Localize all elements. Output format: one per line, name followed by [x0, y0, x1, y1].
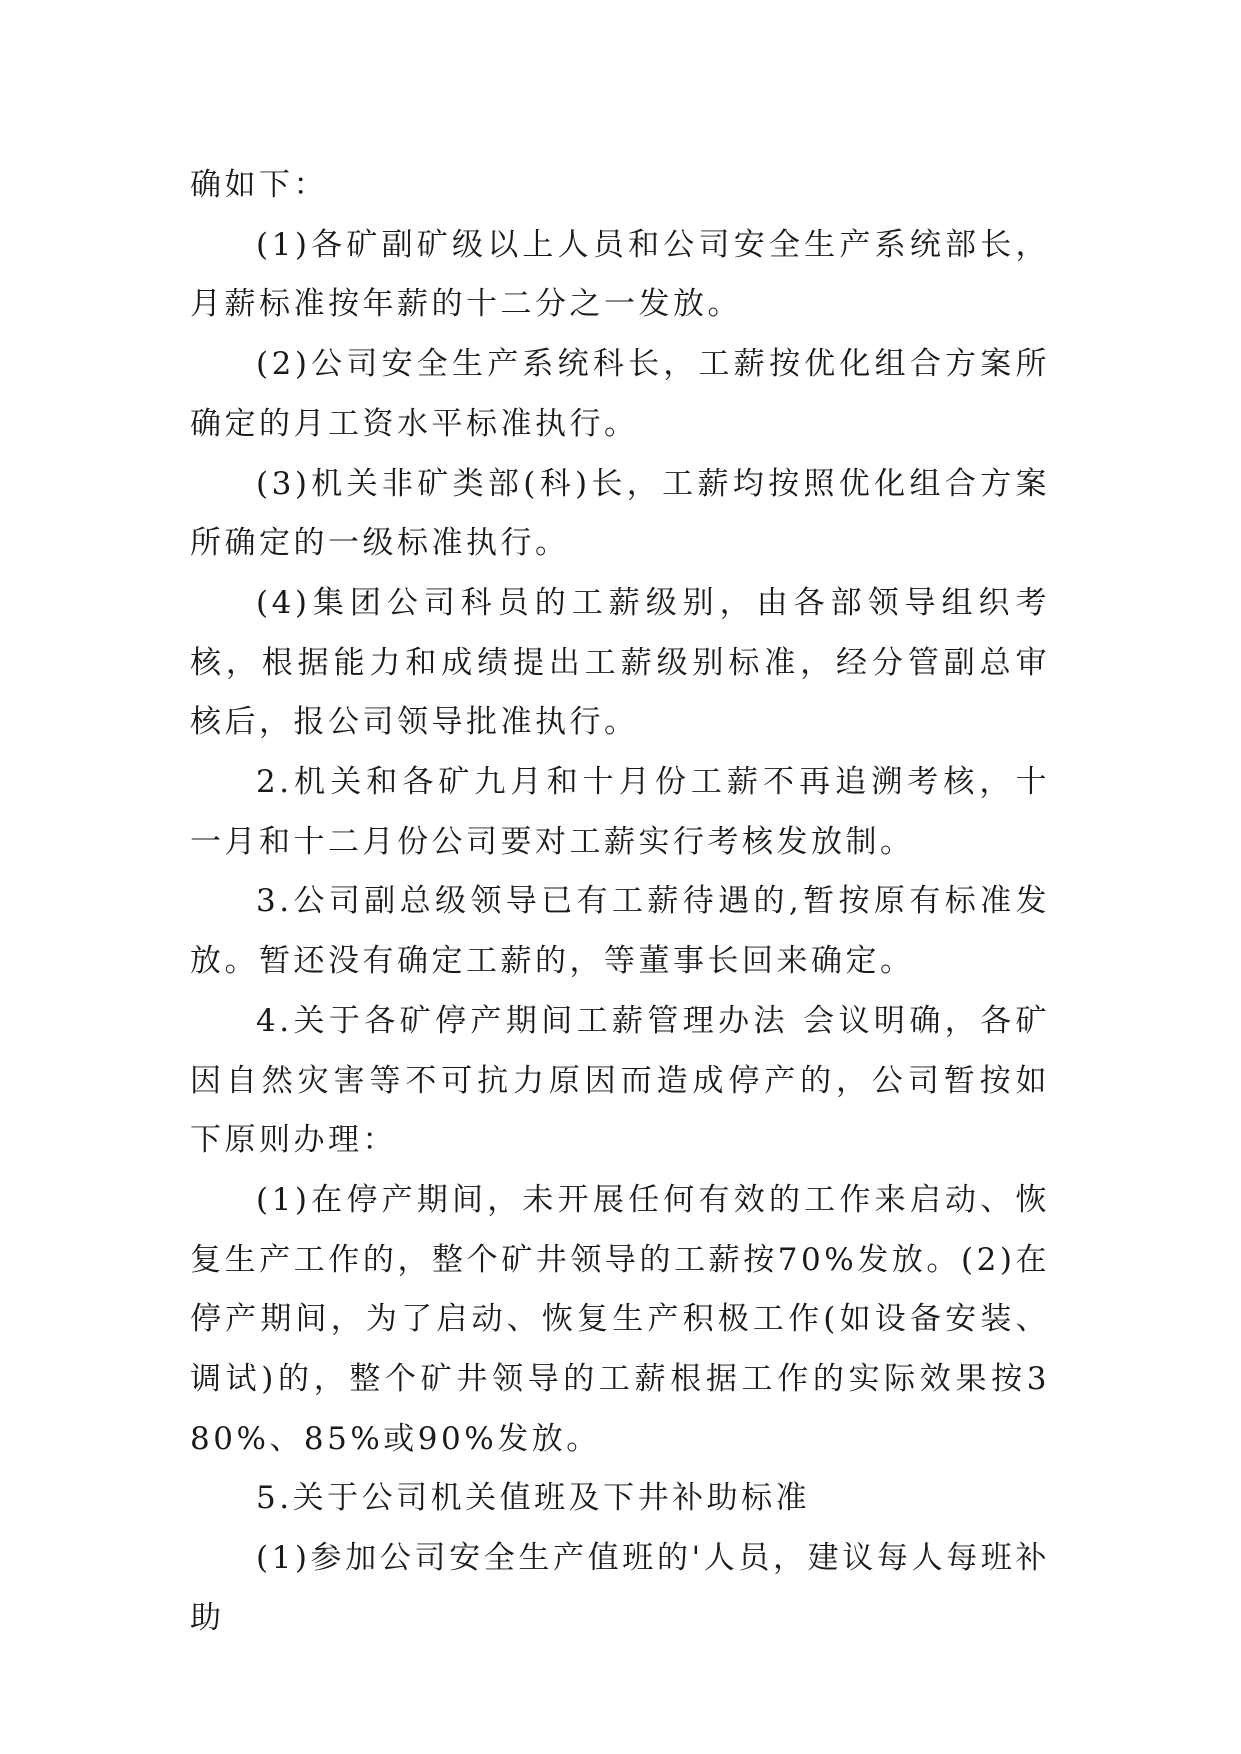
- paragraph-section-2: 2.机关和各矿九月和十月份工薪不再追溯考核，十一月和十二月份公司要对工薪实行考核发放制。: [190, 764, 1050, 860]
- paragraph-item-3: (3)机关非矿类部(科)长，工薪均按照优化组合方案所确定的一级标准执行。: [190, 465, 1050, 562]
- paragraph-section-4: 4.关于各矿停产期间工薪管理办法 会议明确，各矿因自然灾害等不可抗力原因而造成停产的，公司暂按如下原则办理：: [190, 1002, 1050, 1159]
- paragraph-section-5-item-1: (1)参加公司安全生产值班的'人员，建议每人每班补助: [190, 1540, 1050, 1636]
- paragraph-item-2: (2)公司安全生产系统科长，工薪按优化组合方案所确定的月工资水平标准执行。: [190, 346, 1050, 442]
- paragraph-intro: 确如下：: [190, 167, 328, 203]
- paragraph-item-1: (1)各矿副矿级以上人员和公司安全生产系统部长，月薪标准按年薪的十二分之一发放。: [190, 226, 1050, 323]
- document-body: [190, 156, 1050, 1649]
- paragraph-item-4: (4)集团公司科员的工薪级别，由各部领导组织考核，根据能力和成绩提出工薪级别标准，经分管副总审核后，报公司领导批准执行。: [190, 584, 1050, 741]
- paragraph-section-4-items: (1)在停产期间，未开展任何有效的工作来启动、恢复生产工作的，整个矿井领导的工薪按70%发放。(2)在停产期间，为了启动、恢复生产积极工作(如设备安装、调试)的，整个矿井领导的工薪根据工作的实际效果按3 80%、85%或90%发放。: [190, 1181, 1050, 1457]
- paragraph-section-5: 5.关于公司机关值班及下井补助标准: [256, 1480, 811, 1517]
- paragraph-section-3: 3.公司副总级领导已有工薪待遇的,暂按原有标准发放。暂还没有确定工薪的，等董事长回来确定。: [190, 883, 1050, 980]
